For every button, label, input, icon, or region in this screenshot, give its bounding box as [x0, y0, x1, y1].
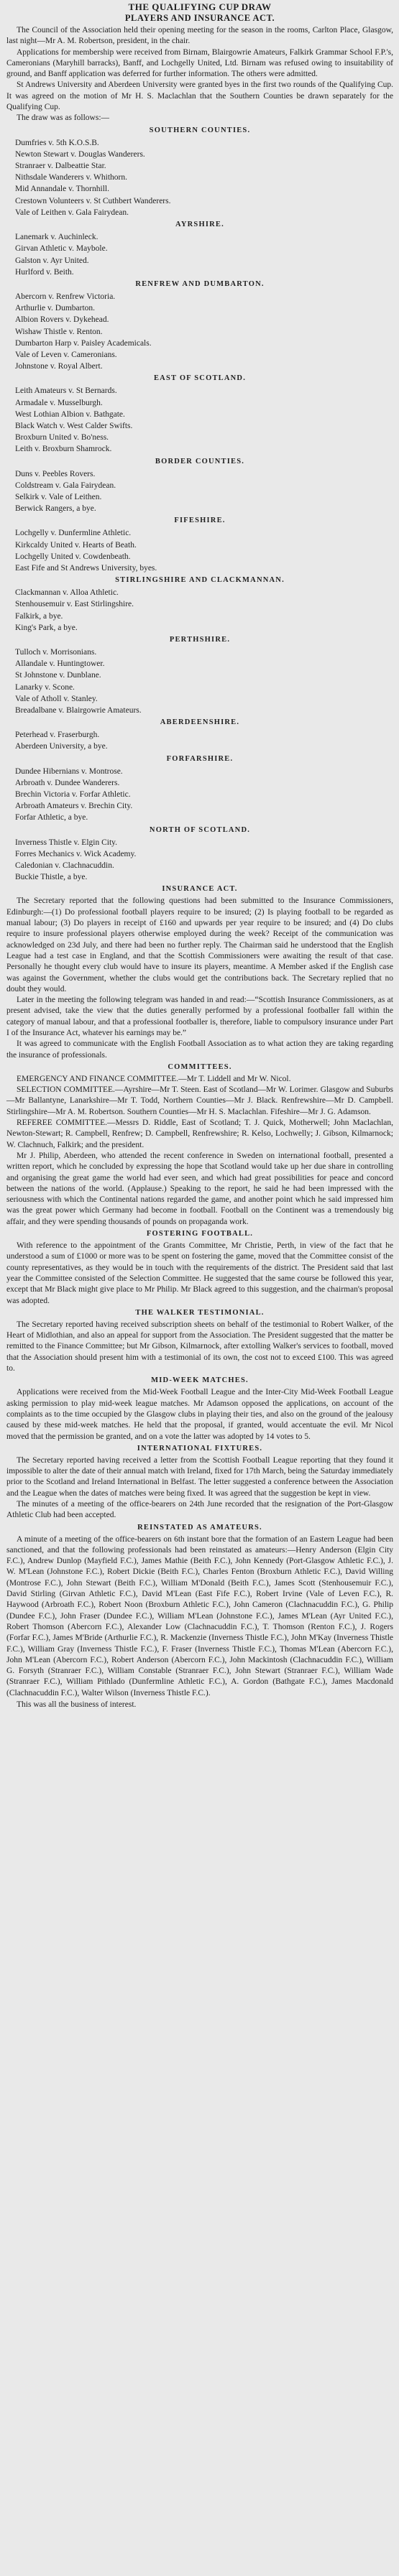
body-paragraph: EMERGENCY AND FINANCE COMMITTEE.—Mr T. Liddell and Mr W. Nicol. — [17, 1074, 291, 1083]
body-paragraph: It was agreed to communicate with the English Football Association as to what action they are taking regarding the insurance of professionals. — [6, 1039, 393, 1060]
walker-section — [6, 1307, 393, 1374]
draw-tie: Vale of Leven v. Cameronians. — [15, 350, 117, 359]
draw-tie: Dumfries v. 5th K.O.S.B. — [15, 138, 99, 147]
draw-tie: Stenhousemuir v. East Stirlingshire. — [15, 600, 134, 609]
intro-paragraph: The Council of the Association held their opening meeting for the season in the rooms, Carlton Place, Glasgow, last night—Mr A. M. Robertson, president, in the chair. — [6, 26, 393, 46]
draw-tie: Dundee Hibernians v. Montrose. — [15, 766, 123, 776]
draw-section-renfrew — [6, 279, 393, 372]
section-heading: FIFESHIRE. — [174, 516, 226, 525]
draw-tie: Vale of Atholl v. Stanley. — [15, 694, 98, 703]
draw-tie: East Fife and St Andrews University, byes. — [15, 563, 157, 573]
draw-tie: Brechin Victoria v. Forfar Athletic. — [15, 790, 131, 800]
section-heading: COMMITTEES. — [168, 1062, 232, 1071]
draw-tie: Black Watch v. West Calder Swifts. — [15, 421, 133, 430]
body-paragraph: The minutes of a meeting of the office-bearers on 24th June recorded that the resignation of the Port-Glasgow Athletic Club had been accepted. — [6, 1499, 393, 1520]
draw-tie: Wishaw Thistle v. Renton. — [15, 327, 103, 336]
draw-intro: The draw was as follows:— — [17, 113, 110, 123]
section-heading: FORFARSHIRE. — [166, 754, 234, 763]
body-paragraph: With reference to the appointment of the Grants Committee, Mr Christie, Perth, in view of the fact that he understood a sum of £1000 or more was to be spent on fostering the game, moved that the Committee consist of the county representatives, as they would be in touch with the requirements of the district. The President said that last year the Committee consisted of the Selection Committee. He suggested that the same course be followed this year, except that Mr Black might give place to Mr Philip. Mr Black agreed to this suggestion, and the chairman's proposal was adopted. — [6, 1241, 393, 1305]
draw-tie: Duns v. Peebles Rovers. — [15, 469, 96, 478]
draw-tie: Newton Stewart v. Douglas Wanderers. — [15, 149, 145, 159]
body-paragraph: The Secretary reported having received subscription sheets on behalf of the testimonial to Robert Walker, of the Heart of Midlothian, and also an appeal for support from the Association. The President suggested that the matter be remitted to the Finance Committee; but Mr Gibson, Kilmarnock, after extolling Walker's services to football, moved that the Association should present him with a testimonial of its own, the cost not to exceed £100. This was agreed to. — [6, 1320, 393, 1373]
draw-tie: Armadale v. Musselburgh. — [15, 398, 103, 407]
draw-tie: Girvan Athletic v. Maybole. — [15, 244, 108, 254]
section-heading: NORTH OF SCOTLAND. — [149, 825, 251, 834]
draw-tie: Johnstone v. Royal Albert. — [15, 362, 103, 371]
draw-section-ayrshire — [6, 219, 393, 278]
draw-tie: Forres Mechanics v. Wick Academy. — [15, 849, 137, 858]
draw-tie: Lanemark v. Auchinleck. — [15, 233, 98, 242]
draw-tie: Mid Annandale v. Thornhill. — [15, 185, 109, 194]
draw-tie: Lanarky v. Scone. — [15, 682, 75, 692]
committees-section — [6, 1062, 393, 1228]
draw-tie: Leith Amateurs v. St Bernards. — [15, 386, 117, 396]
draw-tie: Falkirk, a bye. — [15, 611, 63, 621]
draw-section-border — [6, 456, 393, 515]
body-paragraph: The Secretary reported that the following questions had been submitted to the Insurance Commissioners, Edinburgh:—(1) Do professional football players require to be insured; (2) Is playing football to be regarded as manual labour; (3) Do players in receipt of £160 and upwards per year require to be insured; and (4) Do clubs require to insure professional players otherwise employed during the week? Receipt of the communication was acknowledged on 23d July, and there had been no further reply. The Chairman said he understood that the English League had a test case in England, and that the Scottish Commissioners were awaiting the result of that case. Personally he thought every club would have to insure its players, meantime. A Member asked if the English case was against the Government, whether the clubs would get the contributions back. The Secretary replied that no doubt they would. — [6, 896, 393, 993]
body-paragraph: A minute of a meeting of the office-bearers on 6th instant bore that the formation of an Eastern League had been sanctioned, and that the following professionals had been reinstated as amateurs:—Henry Anderson (Elgin City F.C.), Andrew Dunlop (Mayfield F.C.), James Mathie (Beith F.C.), John Kennedy (Port-Glasgow Athletic F.C.), J. W. M'Lean (Johnstone F.C.), Robert Dickie (Beith F.C.), Charles Fenton (Broxburn Athletic F.C.), David Willing (Montrose F.C.), John Stewart (Beith F.C.), William M'Donald (Beith F.C.), James Scott (Stenhousemuir F.C.), David Stirling (Girvan Athletic F.C.), David M'Lean (East Fife F.C.), Robert Irvine (Vale of Leven F.C.), R. Haywood (Arbroath F.C.), Robert Noon (Broxburn Athletic F.C.), John Cameron (Clachnacuddin F.C.), G. Philip (Dundee F.C.), John Fraser (Dundee F.C.), William M'Lean (Johnstone F.C.), James M'Lean (Ayr United F.C.), Robert Thomson (Abercorn F.C.), Alexander Low (Clachnacuddin F.C.), T. Thomson (Renton F.C.), J. Rogers (Forfar F.C.), James M'Bride (Arthurlie F.C.), R. Mackenzie (Inverness Thistle F.C.), John M'Kay (Inverness Thistle F.C.), William Gray (Inverness Thistle F.C.), F. Fraser (Inverness Thistle F.C.), Thomas M'Lean (Abercorn F.C.), John M'Lean (Abercorn F.C.), Robert Anderson (Abercorn F.C.), John Mackintosh (Clachnacuddin F.C.), William G. Forsyth (Stranraer F.C.), William Constable (Stranraer F.C.), John Stewart (Stranraer F.C.), William Wade (Stranraer F.C.), William Pithlado (Dunfermline Athletic F.C.), A. Gordon (Bathgate F.C.), James Macdonald (Clachnacuddin F.C.), Walter Wilson (Inverness Thistle F.C.). — [6, 1534, 393, 1697]
draw-section-east — [6, 373, 393, 455]
draw-tie: Crestown Volunteers v. St Cuthbert Wanderers. — [15, 196, 171, 205]
draw-tie: Arbroath v. Dundee Wanderers. — [15, 778, 120, 787]
section-heading: INTERNATIONAL FIXTURES. — [137, 1444, 263, 1453]
draw-tie: Caledonian v. Clachnacuddin. — [15, 861, 114, 871]
draw-tie: Selkirk v. Vale of Leithen. — [15, 492, 102, 501]
draw-section-stirling — [6, 575, 393, 634]
draw-tie: Nithsdale Wanderers v. Whithorn. — [15, 173, 127, 182]
draw-tie: Breadalbane v. Blairgowrie Amateurs. — [15, 706, 142, 715]
draw-tie: Lochgelly United v. Cowdenbeath. — [15, 552, 131, 561]
draw-tie: Allandale v. Huntingtower. — [15, 659, 105, 669]
international-section — [6, 1443, 393, 1521]
section-heading: AYRSHIRE. — [175, 221, 224, 229]
section-heading: STIRLINGSHIRE AND CLACKMANNAN. — [115, 576, 285, 585]
body-paragraph: Later in the meeting the following telegram was handed in and read:—“Scottish Insurance Commissioners, as at present advised, take the view that the duties generally performed by a professional footballer fall within the category of manual labour, and that a professional footballer is, therefore, liable to compulsory insurance under Part I of the Insurance Act, whatever his earnings may be.” — [6, 996, 393, 1037]
draw-tie: Dumbarton Harp v. Paisley Academicals. — [15, 338, 152, 348]
body-paragraph: Applications were received from the Mid-Week Football League and the Inter-City Mid-Week Football League asking permission to play mid-week league matches. Mr Adamson opposed the applications, on account of the complaints as to the time occupied by the Glasgow clubs in playing their ties, and also on the ground of the jealousy caused by these mid-week matches. He held that the proposal, if granted, would accentuate the evil. Mr Nicol moved that the permission be granted, and on a vote the latter was adopted by 14 votes to 5. — [6, 1388, 393, 1441]
draw-section-fife — [6, 515, 393, 574]
draw-tie: St Johnstone v. Dunblane. — [15, 671, 101, 680]
section-heading: MID-WEEK MATCHES. — [151, 1376, 249, 1385]
draw-tie: Arthurlie v. Dumbarton. — [15, 304, 96, 313]
section-heading: RENFREW AND DUMBARTON. — [135, 279, 265, 288]
draw-tie: Hurlford v. Beith. — [15, 267, 74, 277]
draw-sections — [6, 125, 393, 884]
section-heading: FOSTERING FOOTBALL. — [146, 1230, 254, 1238]
draw-tie: Tulloch v. Morrisonians. — [15, 647, 97, 657]
draw-tie: Galston v. Ayr United. — [15, 256, 89, 265]
intro-paragraph: St Andrews University and Aberdeen University were granted byes in the first two rounds of the Qualifying Cup. It was agreed on the motion of Mr H. S. Maclachlan that the Southern Counties be drawn separately for the Qualifying Cup. — [6, 80, 393, 112]
draw-tie: Berwick Rangers, a bye. — [15, 504, 96, 514]
draw-section-perth — [6, 634, 393, 716]
draw-section-southern — [6, 125, 393, 218]
article-headline: THE QUALIFYING CUP DRAW — [128, 1, 272, 12]
section-heading: EAST OF SCOTLAND. — [153, 374, 247, 383]
body-paragraph: SELECTION COMMITTEE.—Ayrshire—Mr T. Steen. East of Scotland—Mr W. Lorimer. Glasgow and Suburbs—Mr Ballantyne, Lanarkshire—Mr T. Todd, Northern Counties—Mr J. Black. Renfrewshire—Mr D. Campbell. Stirlingshire—Mr A. M. Robertson. Southern Counties—Mr H. S. Maclachlan. Fifeshire—Mr J. G. Adamson. — [6, 1085, 393, 1116]
section-heading: BORDER COUNTIES. — [155, 457, 245, 465]
draw-section-forfar — [6, 754, 393, 824]
draw-tie: King's Park, a bye. — [15, 623, 78, 632]
draw-tie: Leith v. Broxburn Shamrock. — [15, 445, 112, 454]
draw-tie: Clackmannan v. Alloa Athletic. — [15, 588, 119, 598]
draw-section-aberdeen — [6, 717, 393, 752]
draw-tie: Forfar Athletic, a bye. — [15, 813, 88, 823]
body-paragraph: Mr J. Philip, Aberdeen, who attended the recent conference in Sweden on international football, presented a written report, which he concluded by expressing the hope that Scotland would take up her due share in controlling and organising the great game the world had ever seen, and which had great possibilities for peace and concord between the nations of the world. (Applause.) Speaking to the report, he said he had been impressed with the seriousness with which the Continental nations regarded the game, and another point which he said impressed him was the great power which Germany had become in football. Football on the Continent was a tremendously big affair, and they were spending thousands of pounds on propaganda work. — [6, 1151, 393, 1226]
closing-line: This was all the business of interest. — [17, 1700, 137, 1710]
body-paragraph: REFEREE COMMITTEE.—Messrs D. Riddle, East of Scotland; T. J. Quick, Motherwell; John Maclachlan, Newton-Stewart; R. Campbell, Renfrew; D. Campbell, Renfrewshire; R. Kelso, Lochwelly; J. Gibson, Kilmarnock; W. Clachnuch, Falkirk; and the president. — [6, 1118, 393, 1149]
draw-tie: Inverness Thistle v. Elgin City. — [15, 838, 118, 847]
draw-tie: Peterhead v. Fraserburgh. — [15, 731, 100, 740]
fostering-section — [6, 1228, 393, 1307]
draw-tie: Kirkcaldy United v. Hearts of Beath. — [15, 540, 137, 550]
section-heading: PERTHSHIRE. — [169, 635, 231, 644]
midweek-section — [6, 1375, 393, 1442]
draw-tie: Vale of Leithen v. Gala Fairydean. — [15, 208, 129, 217]
draw-tie: Lochgelly v. Dunfermline Athletic. — [15, 529, 132, 538]
section-heading: ABERDEENSHIRE. — [160, 718, 240, 727]
draw-tie: Albion Rovers v. Dykehead. — [15, 315, 109, 325]
body-paragraph: The Secretary reported having received a letter from the Scottish Football League reporting that they found it impossible to alter the date of their annual match with Ireland, fixed for 17th March, being the Saturday immediately prior to the Scotland and Ireland International in Belfast. The letter suggested a conference between the Association and the League when the dates of matches were being fixed. It was agreed that the suggestion be kept in view. — [6, 1455, 393, 1498]
section-heading: INSURANCE ACT. — [162, 885, 238, 894]
draw-tie: Coldstream v. Gala Fairydean. — [15, 481, 116, 490]
section-heading: THE WALKER TESTIMONIAL. — [135, 1308, 265, 1317]
section-heading: SOUTHERN COUNTIES. — [149, 126, 251, 134]
draw-tie: Aberdeen University, a bye. — [15, 742, 108, 751]
draw-tie: Broxburn United v. Bo'ness. — [15, 433, 109, 443]
draw-tie: West Lothian Albion v. Bathgate. — [15, 409, 125, 419]
draw-tie: Buckie Thistle, a bye. — [15, 873, 88, 882]
section-heading: REINSTATED AS AMATEURS. — [137, 1523, 262, 1532]
draw-tie: Arbroath Amateurs v. Brechin City. — [15, 802, 133, 811]
article-subheadline: PLAYERS AND INSURANCE ACT. — [124, 13, 275, 23]
intro-paragraph: Applications for membership were received from Birnam, Blairgowrie Amateurs, Falkirk Grammar School F.P.'s, Cameronians (Maryhill barracks), Banff, and Lochgelly United, Ltd. Birnam was refused owing to insuitability of ground, and Banff application was deferred for further information. The others were admitted. — [6, 47, 393, 79]
reinstated-section — [6, 1522, 393, 1699]
draw-tie: Abercorn v. Renfrew Victoria. — [15, 292, 116, 301]
draw-section-north — [6, 825, 393, 884]
draw-tie: Stranraer v. Dalbeattie Star. — [15, 162, 106, 171]
insurance-section — [6, 884, 393, 1060]
